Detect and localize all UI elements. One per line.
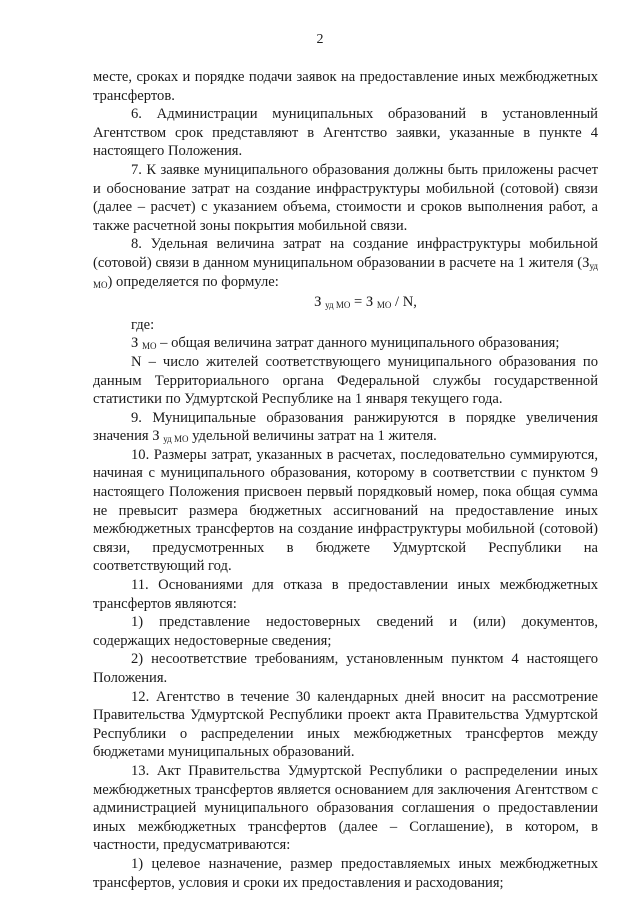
paragraph-6: 6. Администрации муниципальных образований в установленный Агентством срок представляют в Агентство заявки, указанные в пункте 4 настоящего Положения. (93, 106, 598, 160)
paragraph-8 (93, 235, 598, 291)
paragraph-continuation: месте, сроках и порядке подачи заявок на предоставление иных межбюджетных трансфертов. (93, 69, 598, 104)
page-number: 2 (316, 32, 324, 47)
paragraph-7: 7. К заявке муниципального образования должны быть приложены расчет и обоснование затрат на создание инфраструктуры мобильной (сотовой) связи (далее – расчет) с указанием объема, стоимости и сроков выполнения работ, а также расчетной зоны покрытия мобильной связи. (93, 161, 598, 234)
paragraph-9-text: 9. Муниципальные образования ранжируются в порядке увеличения значения З (93, 409, 598, 445)
paragraph-13: 13. Акт Правительства Удмуртской Республики о распределении иных межбюджетных трансфертов является основанием для заключения Агентством с администрацией муниципального образования соглашения о предоставлении иных межбюджетных трансфертов (далее – Соглашение), в котором, в частности, предусматриваются: (93, 762, 598, 854)
subscript: уд МО (93, 260, 598, 290)
paragraph-8-text: 8. Удельная величина затрат на создание инфраструктуры мобильной (сотовой) связи в данном муниципальном образовании в расчете на 1 жителя (З (93, 236, 598, 271)
paragraph-11-item-2: 2) несоответствие требованиям, установленным пунктом 4 настоящего Положения. (93, 651, 598, 686)
definition-z-text: – общая величина затрат данного муниципального образования; (156, 335, 560, 352)
definition-z (93, 334, 598, 353)
definition-z-symbol: З (131, 335, 139, 352)
formula (93, 293, 598, 312)
paragraph-11: 11. Основаниями для отказа в предоставлении иных межбюджетных трансфертов являются: (93, 577, 598, 612)
paragraph-9-tail: удельной величины затрат на 1 жителя. (188, 428, 437, 445)
paragraph-12: 12. Агентство в течение 30 календарных дней вносит на рассмотрение Правительства Удмуртской Республики проект акта Правительства Удмуртской Республики о распределении иных межбюджетных трансфертов между бюджетами муниципальных образований. (93, 688, 598, 761)
definition-z-subscript: МО (141, 341, 157, 352)
formula-rhs-subscript: МО (376, 300, 392, 311)
paragraph-11-item-1: 1) представление недостоверных сведений и (или) документов, содержащих недостоверные сведения; (93, 614, 598, 649)
where-label: где: (131, 316, 155, 333)
paragraph-8-tail: ) определяется по формуле: (107, 273, 279, 290)
paragraph-9 (93, 409, 598, 446)
formula-equals: = З (350, 294, 374, 311)
formula-lhs: З (314, 294, 322, 311)
paragraph-10: 10. Размеры затрат, указанных в расчетах, последовательно суммируются, начиная с муниципального образования, которому в соответствии с пунктом 9 настоящего Положения присвоен первый порядковый номер, пока общая сумма не превысит размера бюджетных ассигнований на предоставление иных межбюджетных трансфертов на создание инфраструктуры мобильной (сотовой) связи, предусмотренных в бюджете Удмуртской Республики на соответствующий год. (93, 446, 598, 575)
formula-rhs-tail: / N, (391, 294, 417, 311)
document-body (93, 68, 598, 892)
definition-n: N – число жителей соответствующего муниципального образования по данным Территориального органа Федеральной службы государственной статистики по Удмуртской Республике на 1 января текущего года. (93, 353, 598, 408)
paragraph-13-item-1: 1) целевое назначение, размер предоставляемых иных межбюджетных трансфертов, условия и сроки их предоставления и расходования; (93, 855, 598, 891)
paragraph-9-subscript: уд МО (163, 434, 189, 445)
formula-lhs-subscript: уд МО (325, 300, 351, 311)
